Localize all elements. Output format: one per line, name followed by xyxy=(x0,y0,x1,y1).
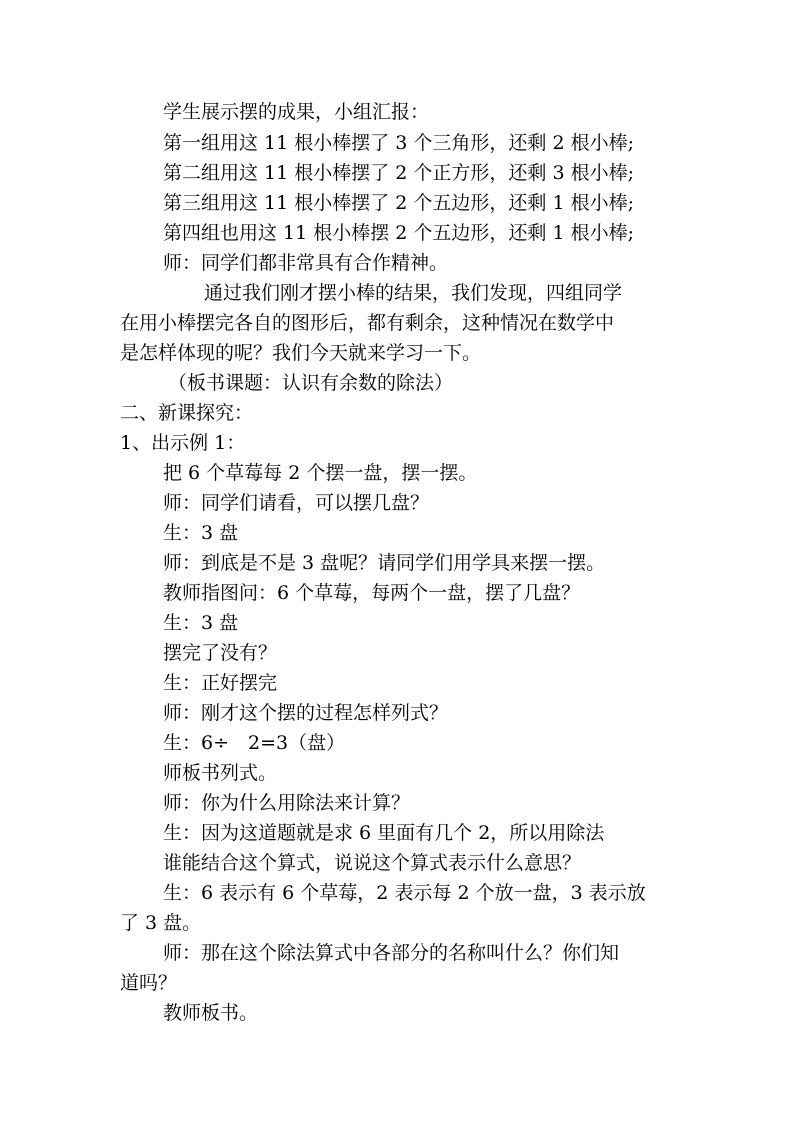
paragraph-line: （板书课题：认识有余数的除法） xyxy=(168,372,454,394)
paragraph-line: 第二组用这 11 根小棒摆了 2 个正方形，还剩 3 根小棒; xyxy=(163,162,634,184)
paragraph-line: 了 3 盘。 xyxy=(120,912,202,934)
paragraph-line: 师：到底是不是 3 盘呢？请同学们用学具来摆一摆。 xyxy=(163,552,606,574)
paragraph-line: 师：你为什么用除法来计算？ xyxy=(163,792,411,814)
paragraph-line: 生：3 盘 xyxy=(163,612,239,634)
paragraph-line: 生：正好摆完 xyxy=(163,672,278,694)
example-heading: 1、出示例 1： xyxy=(120,432,246,454)
paragraph-line: 把 6 个草莓每 2 个摆一盘，摆一摆。 xyxy=(163,462,478,484)
paragraph-line: 学生展示摆的成果，小组汇报： xyxy=(163,101,430,123)
paragraph-line: 教师板书。 xyxy=(163,1002,259,1024)
paragraph-line: 通过我们刚才摆小棒的结果，我们发现，四组同学 xyxy=(204,282,623,304)
paragraph-line: 生：6 表示有 6 个草莓，2 表示每 2 个放一盘，3 表示放 xyxy=(163,882,646,904)
paragraph-line: 生：因为这道题就是求 6 里面有几个 2，所以用除法 xyxy=(163,822,605,844)
paragraph-line: 谁能结合这个算式，说说这个算式表示什么意思？ xyxy=(163,852,582,874)
equation-line: 生：6÷ 2=3（盘） xyxy=(163,732,346,754)
paragraph-line: 师板书列式。 xyxy=(163,762,278,784)
paragraph-line: 生：3 盘 xyxy=(163,522,239,544)
paragraph-line: 教师指图问：6 个草莓，每两个一盘，摆了几盘？ xyxy=(163,582,581,604)
paragraph-line: 师：同学们请看，可以摆几盘？ xyxy=(163,492,430,514)
paragraph-line: 在用小棒摆完各自的图形后，都有剩余，这种情况在数学中 xyxy=(120,312,615,334)
paragraph-line: 摆完了没有？ xyxy=(163,642,278,664)
section-heading: 二、新课探究： xyxy=(120,402,254,424)
paragraph-line: 是怎样体现的呢？我们今天就来学习一下。 xyxy=(120,342,482,364)
paragraph-line: 第一组用这 11 根小棒摆了 3 个三角形，还剩 2 根小棒; xyxy=(163,132,634,154)
paragraph-line: 师：同学们都非常具有合作精神。 xyxy=(163,252,449,274)
paragraph-line: 第四组也用这 11 根小棒摆 2 个五边形，还剩 1 根小棒; xyxy=(163,222,634,244)
paragraph-line: 师：那在这个除法算式中各部分的名称叫什么？你们知 xyxy=(163,942,620,964)
paragraph-line: 师：刚才这个摆的过程怎样列式？ xyxy=(163,702,449,724)
paragraph-line: 道吗？ xyxy=(120,972,178,994)
paragraph-line: 第三组用这 11 根小棒摆了 2 个五边形，还剩 1 根小棒; xyxy=(163,192,634,214)
